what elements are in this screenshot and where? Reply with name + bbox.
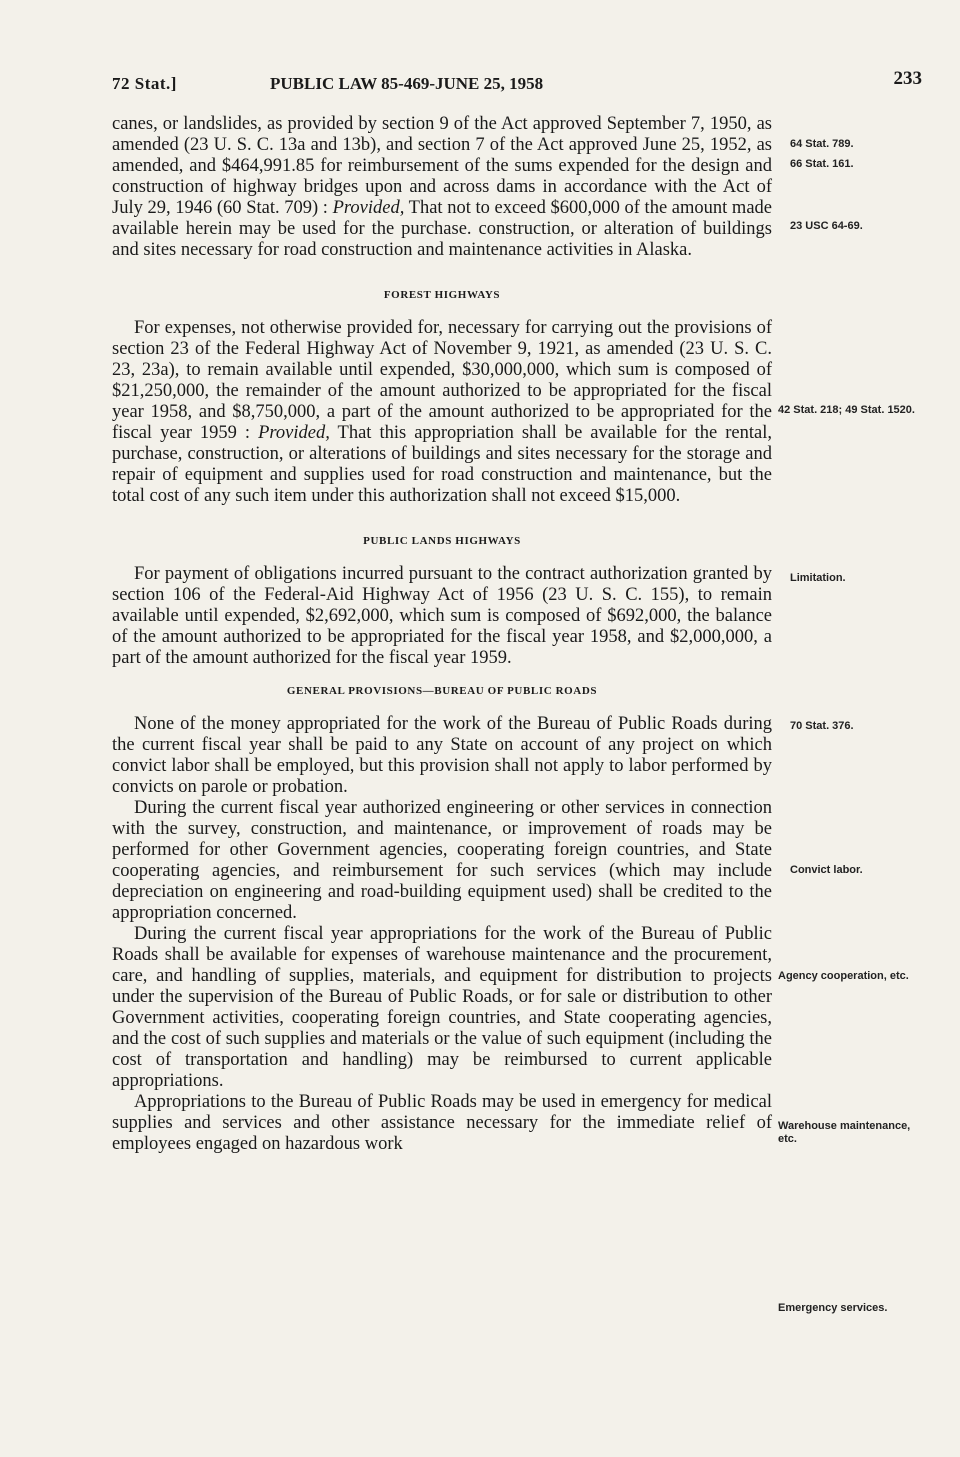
paragraph-public-lands: For payment of obligations incurred pursuant to the contract authorization granted by section 106 of the Federal-Aid Highway Act of 1956 (23 U. S. C. 155), to remain available until expended, $2,692,000, which sum is composed of $692,000, the balance of the amount authorized to be appropriated for the fiscal year 1958, and $2,000,000, a part of the amount authorized for the fiscal year 1959. bbox=[112, 564, 772, 668]
margin-note: Agency cooperation, etc. bbox=[778, 970, 909, 982]
margin-note: 70 Stat. 376. bbox=[790, 720, 854, 732]
main-text bbox=[112, 114, 772, 1155]
heading-forest-highways: FOREST HIGHWAYS bbox=[383, 289, 501, 301]
heading-general-provisions: GENERAL PROVISIONS—BUREAU OF PUBLIC ROADS bbox=[286, 685, 598, 697]
paragraph-agency-cooperation: During the current fiscal year authorized engineering or other services in connection with the survey, construction, and maintenance, or improvement of roads may be performed for other Government agencies, cooperating foreign countries, and State cooperating agencies, and reimbursement for such services (which may include depreciation on engineering and road-building equipment used) shall be credited to the appropriation concerned. bbox=[112, 798, 772, 923]
paragraph-convict-labor: None of the money appropriated for the work of the Bureau of Public Roads during the current fiscal year shall be paid to any State on account of any project on which convict labor shall be employed, but this provision shall not apply to labor performed by convicts on parole or probation. bbox=[112, 714, 772, 797]
page-header bbox=[112, 66, 922, 96]
volume-reference: 72 Stat.] bbox=[112, 74, 177, 93]
running-title: PUBLIC LAW 85-469-JUNE 25, 1958 bbox=[270, 74, 544, 93]
margin-note: 64 Stat. 789. bbox=[790, 138, 854, 150]
margin-note: Warehouse maintenance, etc. bbox=[778, 1120, 911, 1145]
margin-note: 66 Stat. 161. bbox=[790, 158, 854, 170]
paragraph-emergency: Appropriations to the Bureau of Public Roads may be used in emergency for medical supplies and services and other assistance necessary for the immediate relief of employees engaged on hazardous work bbox=[112, 1092, 772, 1154]
margin-note: Convict labor. bbox=[790, 864, 863, 876]
paragraph-forest-highways: For expenses, not otherwise provided for, necessary for carrying out the provisions of section 23 of the Federal Highway Act of November 9, 1921, as amended (23 U. S. C. 23, 23a), to remain available until expended, $30,000,000, which sum is composed of $21,250,000, the remainder of the amount authorized to be appropriated for the fiscal year 1958, and $8,750,000, a part of the amount authorized to be appropriated for the fiscal year 1959 : Provided, That this appropriation shall be available for the rental, purchase, construction, or alterations of buildings and sites necessary for the storage and repair of equipment and supplies used for road construction and maintenance, but the total cost of any such item under this authorization shall not exceed $15,000. bbox=[112, 318, 772, 506]
paragraph-warehouse: During the current fiscal year appropriations for the work of the Bureau of Public Roads shall be available for expenses of warehouse maintenance and the procurement, care, and handling of supplies, materials, and equipment for distribution to projects under the supervision of the Bureau of Public Roads, or for sale or distribution to other Government activities, cooperating foreign countries, and State cooperating agencies, and the cost of such supplies and materials or the value of such equipment (including the cost of transportation and handling) may be reimbursed to current applicable appropriations. bbox=[112, 924, 772, 1091]
paragraph-intro: canes, or landslides, as provided by section 9 of the Act approved September 7, 1950, as amended (23 U. S. C. 13a and 13b), and section 7 of the Act approved June 25, 1952, as amended, and $464,991.85 for reimbursement of the sums expended for the design and construction of highway bridges upon and across dams in accordance with the Act of July 29, 1946 (60 Stat. 709) : Provided, That not to exceed $600,000 of the amount made available herein may be used for the purchase. construction, or alteration of buildings and sites necessary for road construction and maintenance activities in Alaska. bbox=[112, 114, 772, 260]
margin-note: Emergency services. bbox=[778, 1302, 888, 1314]
margin-note: 23 USC 64-69. bbox=[790, 220, 863, 232]
heading-public-lands-highways: PUBLIC LANDS HIGHWAYS bbox=[363, 535, 521, 547]
margin-note: Limitation. bbox=[790, 572, 846, 584]
page-number: 233 bbox=[893, 68, 922, 89]
margin-note: 42 Stat. 218; 49 Stat. 1520. bbox=[778, 404, 915, 416]
